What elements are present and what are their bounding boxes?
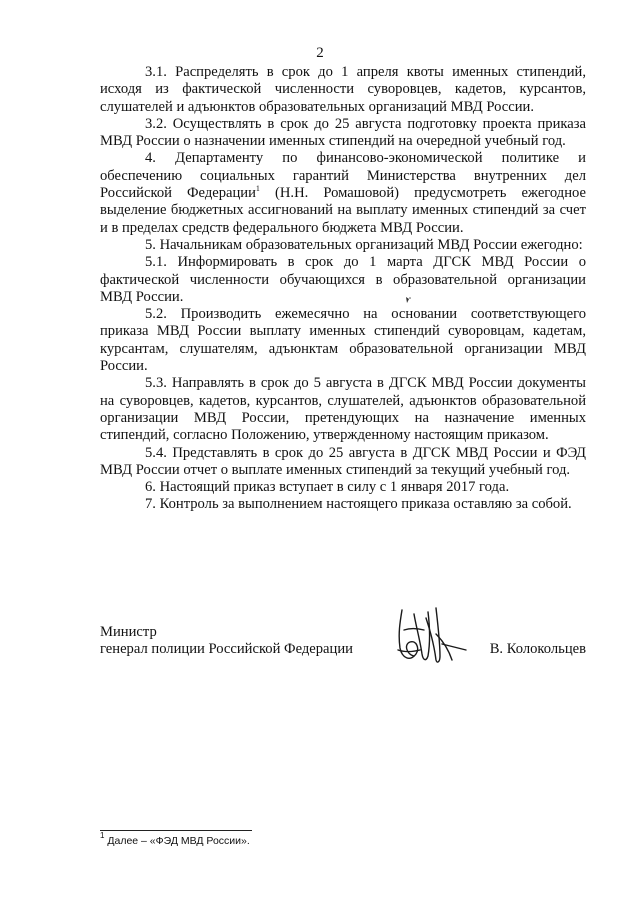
- paragraph-5-1: 5.1. Информировать в срок до 1 марта ДГСК МВД России о фактической численности обучающихся в образовательной организации МВД России.: [100, 254, 586, 305]
- handwritten-signature: [390, 604, 474, 668]
- footnote-text: Далее – «ФЭД МВД России».: [104, 835, 250, 847]
- paragraph-5-3: 5.3. Направлять в срок до 5 августа в ДГСК МВД России документы на суворовцев, кадетов, курсантов, слушателей, адъюнктов образовательной организации МВД России, претендующих на назначение именных стипендий, согласно Положению, утвержденному настоящим приказом.: [100, 375, 586, 444]
- paragraph-5-2: 5.2. Производить ежемесячно на основании соответствующего приказа МВД России выплату именных стипендий суворовцам, кадетам, курсантам, слушателям, адъюнктам образовательной организации МВД России.: [100, 306, 586, 375]
- scan-speck-mark: [404, 296, 412, 304]
- paragraph-3-2: 3.2. Осуществлять в срок до 25 августа подготовку проекта приказа МВД России о назначении именных стипендий на очередной учебный год.: [100, 115, 586, 150]
- footnote: [100, 831, 250, 848]
- paragraph-5-4: 5.4. Представлять в срок до 25 августа в ДГСК МВД России и ФЭД МВД России отчет о выплате именных стипендий за текущий учебный год.: [100, 444, 586, 478]
- signatory-title-line-2: генерал полиции Российской Федерации: [100, 641, 353, 657]
- signature-block: [100, 624, 586, 674]
- signatory-name: В. Колокольцев: [489, 641, 586, 657]
- paragraph-3-1: 3.1. Распределять в срок до 1 апреля квоты именных стипендий, исходя из фактической численности суворовцев, кадетов, курсантов, слушателей и адъюнктов образовательных организаций МВД России.: [100, 64, 586, 115]
- document-body: [100, 64, 586, 514]
- paragraph-4-part-2: (Н.Н. Ромашовой) предусмотреть ежегодное выделение бюджетных ассигнований на выплату именных стипендий за счет и в пределах средств федерального бюджета МВД России.: [100, 185, 586, 236]
- signatory-title-line-1: Министр: [100, 624, 157, 640]
- paragraph-4-part-1: 4. Департаменту по финансово-экономической политике и обеспечению социальных гарантий Министерства внутренних дел Российской Федерации: [100, 150, 586, 202]
- paragraph-4: [100, 150, 586, 236]
- paragraph-6: 6. Настоящий приказ вступает в силу с 1 января 2017 года.: [145, 479, 510, 496]
- paragraph-7: 7. Контроль за выполнением настоящего приказа оставляю за собой.: [145, 496, 572, 513]
- page-number: 2: [316, 45, 324, 61]
- footnote-reference: 1: [255, 184, 260, 194]
- footnote-marker: 1: [100, 831, 105, 840]
- paragraph-5: 5. Начальникам образовательных организаций МВД России ежегодно:: [145, 236, 583, 253]
- footnote-separator: [100, 830, 252, 831]
